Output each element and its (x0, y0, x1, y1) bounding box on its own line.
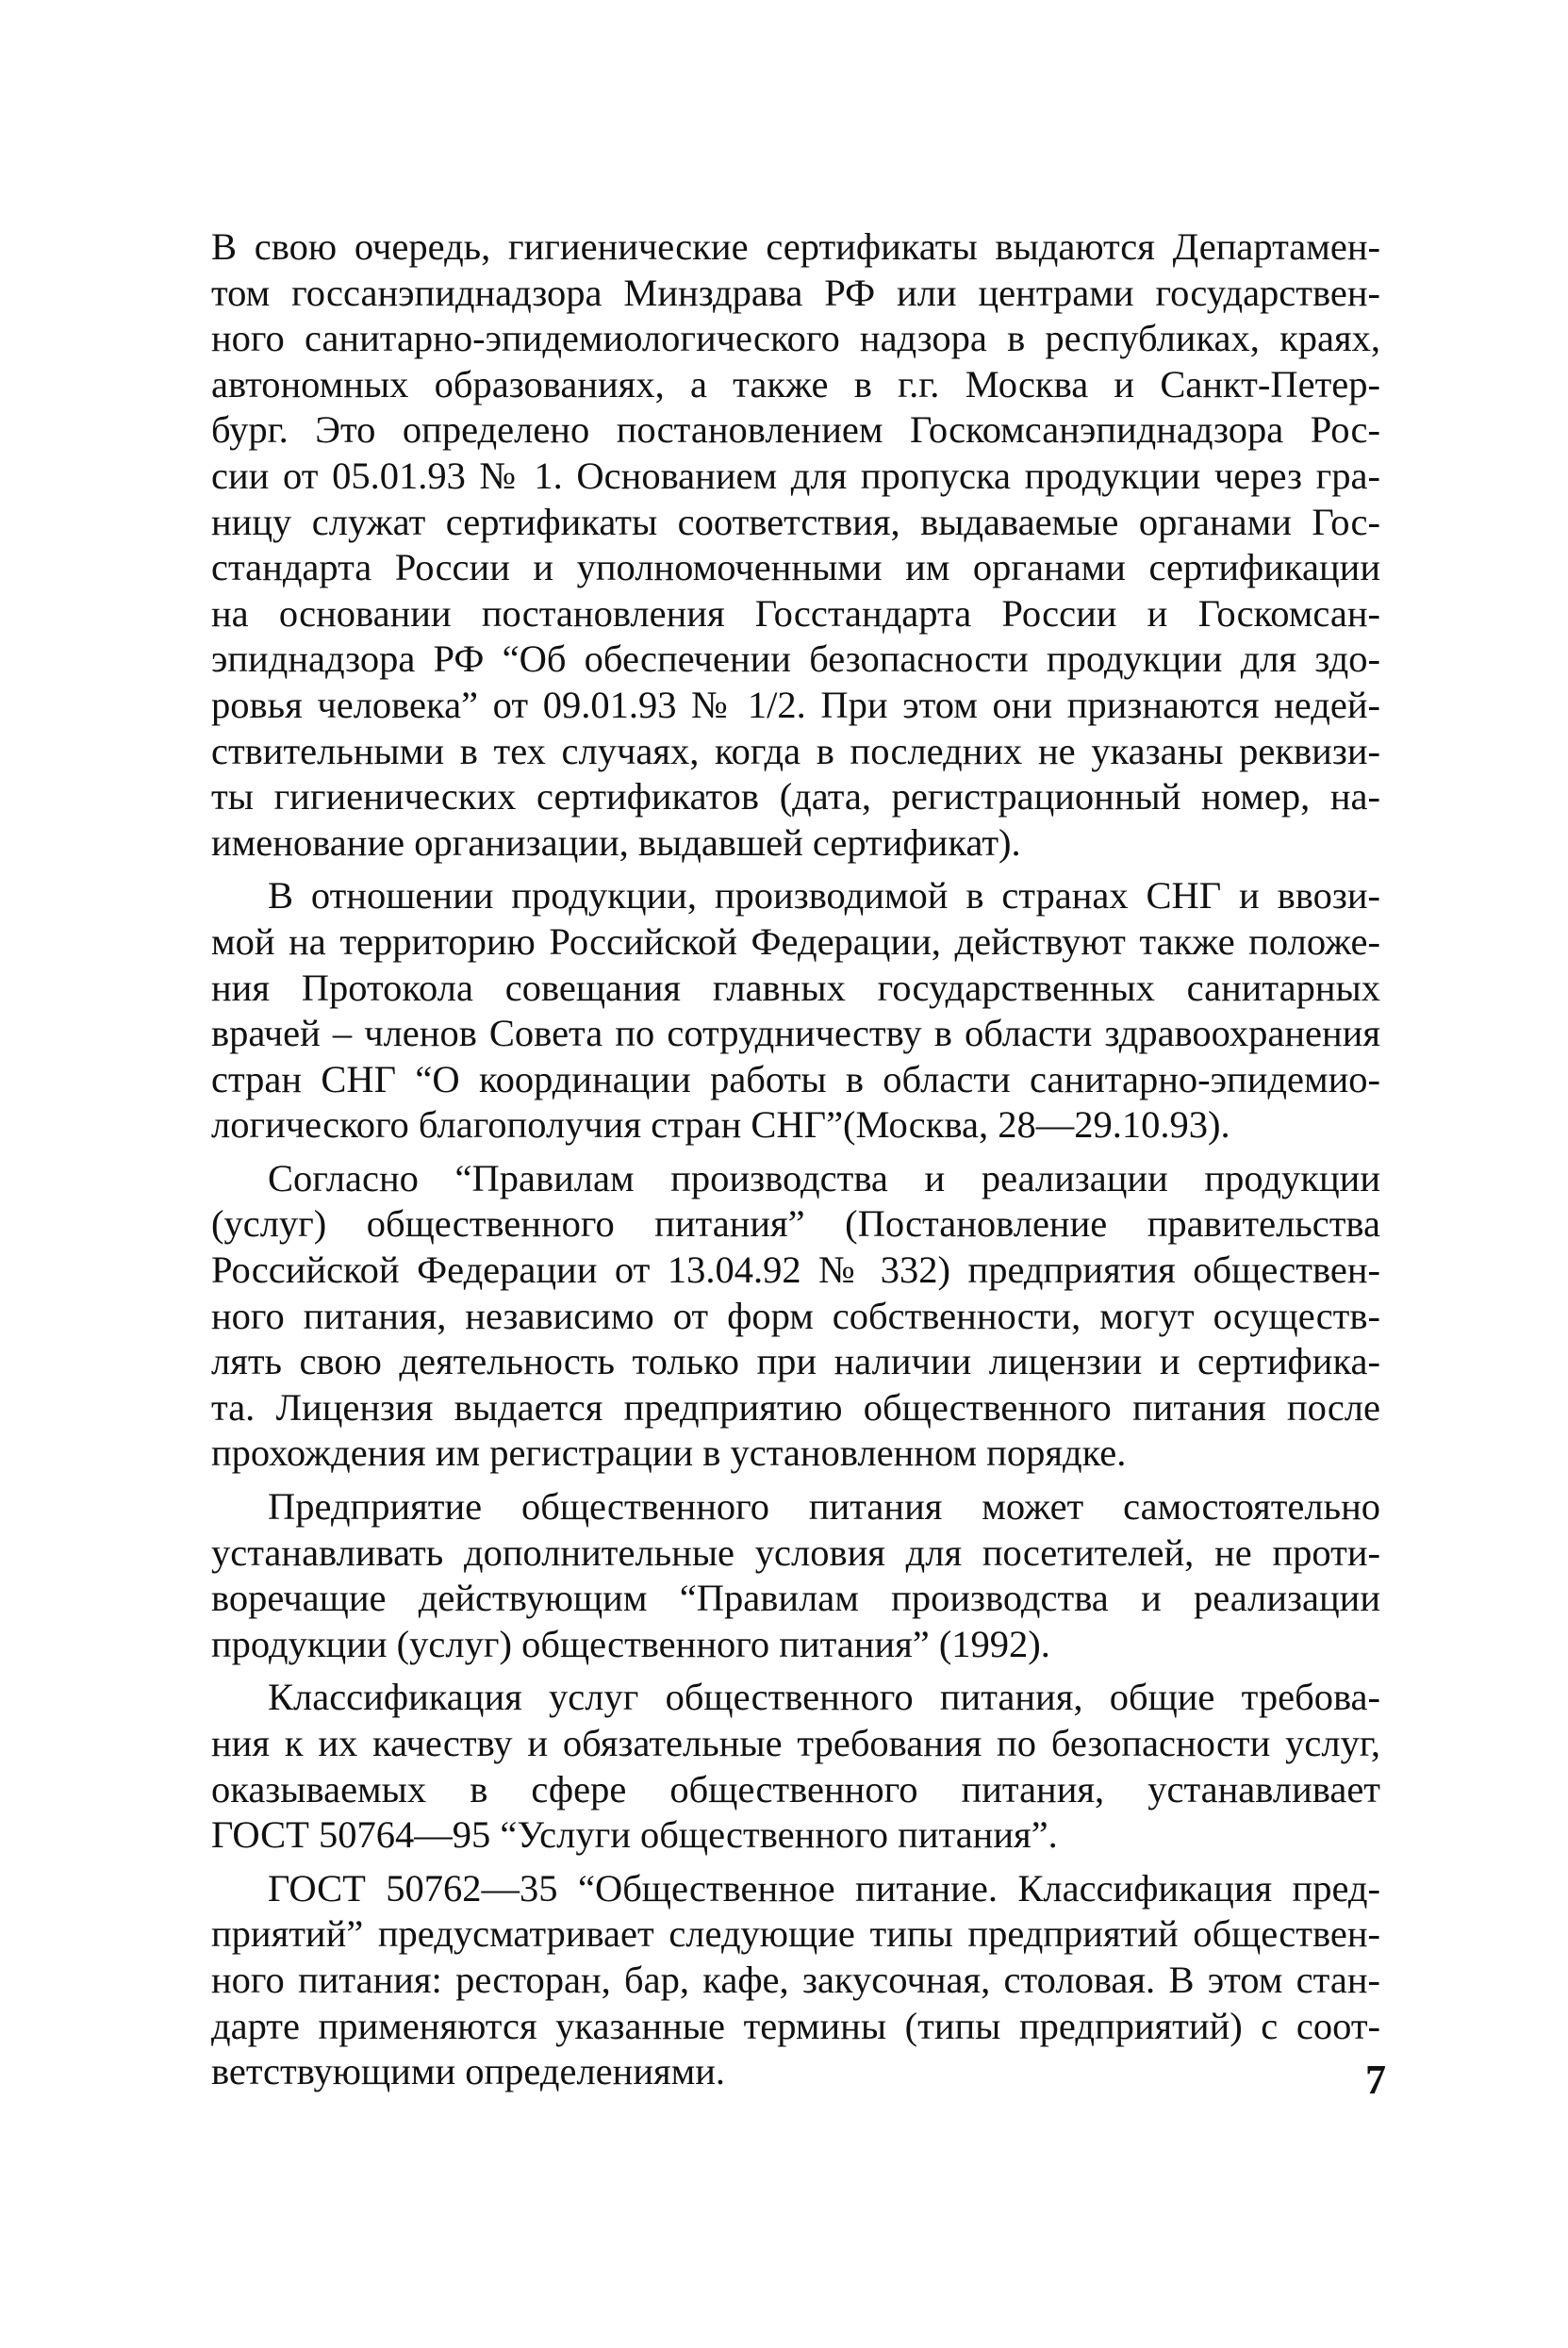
text-line: Классификация услуг общественного питания, общие требова- (268, 1676, 1380, 1719)
paragraph-gap (211, 1859, 1380, 1866)
text-line: оказываемых в сфере общественного питания, устанавливает (211, 1767, 1380, 1811)
text-line: стандарта России и уполномоченными им органами сертификации (211, 546, 1380, 589)
text-line: воречащие действующим “Правилам производства и реализации (211, 1577, 1380, 1620)
paragraph-cis-products (211, 873, 1380, 1149)
text-line: лять свою деятельность только при наличии лицензии и сертифика- (211, 1340, 1380, 1383)
text-line: ГОСТ 50764—95 “Услуги общественного питания”. (211, 1813, 1058, 1857)
text-line: В отношении продукции, производимой в странах СНГ и ввози- (268, 874, 1380, 918)
page-number: 7 (1365, 2057, 1386, 2103)
text-line: на основании постановления Госстандарта России и Госкомсан- (211, 591, 1380, 635)
paragraph-production-rules (211, 1156, 1380, 1477)
text-line: логического благополучия стран СНГ”(Москва, 28—29.10.93). (211, 1103, 1230, 1147)
text-line: ницу служат сертификаты соответствия, выдаваемые органами Гос- (211, 500, 1380, 543)
text-line: автономных образованиях, а также в г.г. Москва и Санкт-Петер- (211, 362, 1380, 405)
text-line: устанавливать дополнительные условия для посетителей, не проти- (211, 1530, 1380, 1574)
paragraph-enterprise-types (211, 1866, 1380, 2095)
text-line: ствительными в тех случаях, когда в последних не указаны реквизи- (211, 729, 1380, 772)
text-line: дарте применяются указанные термины (типы предприятий) с соот- (211, 2004, 1380, 2047)
text-line: ния к их качеству и обязательные требования по безопасности услуг, (211, 1722, 1380, 1764)
body-text (211, 224, 1380, 2095)
text-line: ты гигиенических сертификатов (дата, регистрационный номер, на- (211, 775, 1380, 818)
text-line: врачей – членов Совета по сотрудничеству в области здравоохранения (211, 1012, 1380, 1055)
text-line: стран СНГ “О координации работы в области санитарно-эпидемио- (211, 1057, 1380, 1100)
text-line: ветствующими определениями. (211, 2050, 726, 2093)
paragraph-gap (211, 1149, 1380, 1156)
text-line: ного питания: ресторан, бар, кафе, закусочная, столовая. В этом стан- (211, 1958, 1380, 2001)
text-line: ного санитарно-эпидемиологического надзора в республиках, краях, (211, 317, 1380, 360)
paragraph-certificates (211, 224, 1380, 866)
text-line: ровья человека” от 09.01.93 № 1/2. При этом они признаются недей- (211, 683, 1380, 726)
text-line: Предприятие общественного питания может самостоятельно (268, 1485, 1380, 1529)
text-line: (услуг) общественного питания” (Постановление правительства (211, 1202, 1380, 1246)
paragraph-additional-conditions (211, 1484, 1380, 1667)
paragraph-gap (211, 866, 1380, 873)
text-line: ного питания, независимо от форм собственности, могут осуществ- (211, 1294, 1380, 1337)
text-line: мой на территорию Российской Федерации, действуют также положе- (211, 919, 1380, 963)
text-line: продукции (услуг) общественного питания” (1992). (211, 1622, 1050, 1665)
text-line: Согласно “Правилам производства и реализации продукции (268, 1156, 1380, 1199)
text-line: ния Протокола совещания главных государственных санитарных (211, 966, 1380, 1009)
text-line: прохождения им регистрации в установленном порядке. (211, 1431, 1127, 1475)
paragraph-service-classification (211, 1675, 1380, 1858)
paragraph-gap (211, 1667, 1380, 1675)
paragraph-gap (211, 1477, 1380, 1484)
text-line: эпиднадзора РФ “Об обеспечении безопасности продукции для здо- (211, 637, 1380, 681)
text-line: приятий” предусматривает следующие типы предприятий обществен- (211, 1912, 1380, 1956)
text-line: В свою очередь, гигиенические сертификаты выдаются Департамен- (211, 225, 1380, 268)
text-line: бург. Это определено постановлением Госкомсанэпиднадзора Рос- (211, 408, 1380, 452)
text-line: именование организации, выдавшей сертификат). (211, 820, 1021, 864)
text-line: та. Лицензия выдается предприятию общественного питания после (211, 1385, 1380, 1429)
text-line: ГОСТ 50762—35 “Общественное питание. Классификация пред- (268, 1866, 1380, 1910)
text-line: Российской Федерации от 13.04.92 № 332) предприятия обществен- (211, 1248, 1380, 1292)
text-line: том госсанэпиднадзора Минздрава РФ или центрами государствен- (211, 271, 1380, 314)
text-line: сии от 05.01.93 № 1. Основанием для пропуска продукции через гра- (211, 454, 1380, 497)
